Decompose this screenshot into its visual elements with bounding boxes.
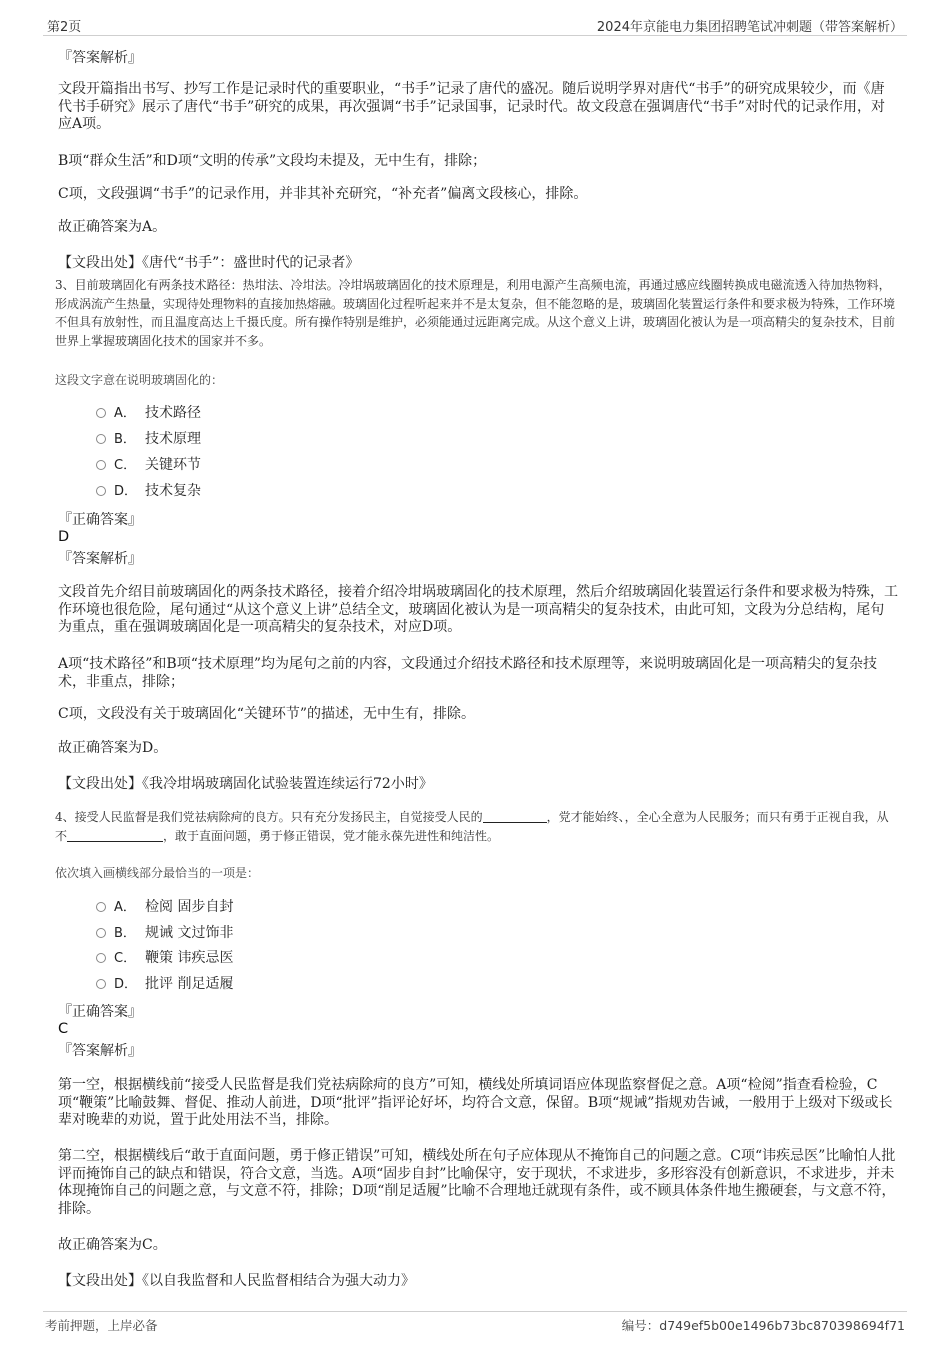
q4-analysis-p1: 第一空，根据横线前“接受人民监督是我们党祛病除疴的良方”可知，横线处所填词语应体现监察督促之意。A项“检阅”指查看检验，C项“鞭策”比喻鼓舞、督促、推动人前进，D项“批评”指评论好坏，均符合文意，保留。B项“规诫”指规劝告诫，一般用于上级对下级或长辈对晚辈的劝说，置于此处用法不当，排除。: [58, 1077, 893, 1128]
q2-analysis-p3: C项，文段强调“书手”的记录作用，并非其补充研究，“补充者”偏离文段核心，排除。: [58, 186, 588, 202]
page-header: [43, 14, 907, 36]
q2-analysis-p2: B项“群众生活”和D项“文明的传承”文段均未提及，无中生有，排除；: [58, 153, 487, 169]
q3-analysis-p3: C项，文段没有关于玻璃固化“关键环节”的描述，无中生有，排除。: [58, 706, 476, 722]
radio-icon[interactable]: [96, 953, 106, 963]
fill-blank-1[interactable]: [483, 811, 547, 823]
q4-analysis-tag: 『答案解析』: [58, 1043, 142, 1059]
q3-correct-answer: D: [58, 529, 70, 545]
q3-option-b[interactable]: B． 技术原理: [96, 430, 201, 448]
q3-correct-tag: 『正确答案』: [58, 512, 142, 528]
q4-correct-answer: C: [58, 1021, 69, 1037]
q2-analysis-conclusion: 故正确答案为A。: [58, 219, 167, 235]
q3-analysis-p2: A项“技术路径”和B项“技术原理”均为尾句之前的内容，文段通过介绍技术路径和技术原理等，来说明玻璃固化是一项高精尖的复杂技术，非重点，排除；: [58, 656, 878, 690]
radio-icon[interactable]: [96, 486, 106, 496]
document-title: 2024年京能电力集团招聘笔试冲刺题（带答案解析）: [596, 20, 903, 35]
q3-analysis-p1: 文段首先介绍目前玻璃固化的两条技术路径，接着介绍冷坩埚玻璃固化的技术原理，然后介绍玻璃固化装置运行条件和要求极为特殊，工作环境也很危险，尾句通过“从这个意义上讲”总结全文，玻璃固化被认为是一项高精尖的复杂技术，由此可知，文段为分总结构，尾句为重点，重在强调玻璃固化是一项高精尖的复杂技术，对应D项。: [58, 584, 898, 635]
footer-slogan: 考前押题，上岸必备: [45, 1318, 158, 1333]
q3-option-a[interactable]: A． 技术路径: [96, 404, 201, 422]
q3-option-c[interactable]: C． 关键环节: [96, 456, 201, 474]
radio-icon[interactable]: [96, 408, 106, 418]
q3-question-text: 3、目前玻璃固化有两条技术路径：热坩法、冷坩法。冷坩埚玻璃固化的技术原理是，利用电源产生高频电流，再通过感应线圈转换成电磁流透入待加热物料，形成涡流产生热量，实现待处理物料的直接加热熔融。玻璃固化过程听起来并不是太复杂，但不能忽略的是，玻璃固化装置运行条件和要求极为特殊，工作环境不但具有放射性，而且温度高达上千摄氏度。所有操作特别是维护，必须能通过远距离完成。从这个意义上讲，玻璃固化被认为是一项高精尖的复杂技术，目前世界上掌握玻璃固化技术的国家并不多。: [55, 278, 896, 348]
document-code: 编号：d749ef5b00e1496b73bc870398694f71: [621, 1318, 905, 1333]
q3-analysis-conclusion: 故正确答案为D。: [58, 740, 168, 756]
q2-source: 【文段出处】《唐代“书手”：盛世时代的记录者》: [58, 255, 360, 271]
q4-analysis-p2: 第二空，根据横线后“敢于直面问题，勇于修正错误”可知，横线处所在句子应体现从不掩饰自己的问题之意。C项“讳疾忌医”比喻怕人批评而掩饰自己的缺点和错误，符合文意，当选。A项“固步自封”比喻保守，安于现状，不求进步，多形容没有创新意识，不求进步，并未体现掩饰自己的问题之意，与文意不符，排除；D项“削足适履”比喻不合理地迁就现有条件，或不顾具体条件地生搬硬套，与文意不符，排除。: [58, 1148, 896, 1217]
q3-option-d[interactable]: D． 技术复杂: [96, 482, 201, 500]
q4-option-c[interactable]: C． 鞭策 讳疾忌医: [96, 949, 233, 967]
fill-blank-2[interactable]: [67, 830, 163, 842]
q2-analysis-tag: 『答案解析』: [58, 50, 142, 66]
q4-option-d[interactable]: D． 批评 削足适履: [96, 975, 233, 993]
q4-correct-tag: 『正确答案』: [58, 1004, 142, 1020]
q3-prompt: 这段文字意在说明玻璃固化的：: [55, 373, 224, 387]
q2-analysis-p1: 文段开篇指出书写、抄写工作是记录时代的重要职业，“书手”记录了唐代的盛况。随后说明学界对唐代“书手”的研究成果较少，而《唐代书手研究》展示了唐代“书手”研究的成果，再次强调“书手”记录国事，记录时代。故文段意在强调唐代“书手”对时代的记录作用，对应A项。: [58, 81, 885, 132]
q4-question-text: 4、接受人民监督是我们党祛病除疴的良方。只有充分发扬民主，自觉接受人民的 ，党才能始终、，全心全意为人民服务；而只有勇于正视自我，从不 ，敢于直面问题，勇于修正错误，党才能永葆先进性和纯洁性。: [55, 810, 889, 843]
radio-icon[interactable]: [96, 979, 106, 989]
q4-option-a[interactable]: A． 检阅 固步自封: [96, 898, 233, 916]
q4-prompt: 依次填入画横线部分最恰当的一项是：: [55, 866, 260, 880]
q4-option-b[interactable]: B． 规诫 文过饰非: [96, 924, 233, 942]
q4-analysis-conclusion: 故正确答案为C。: [58, 1237, 167, 1253]
page-number: 第2页: [47, 20, 82, 35]
q3-source: 【文段出处】《我冷坩埚玻璃固化试验装置连续运行72小时》: [58, 776, 433, 792]
page-footer: [43, 1311, 907, 1333]
radio-icon[interactable]: [96, 928, 106, 938]
q3-analysis-tag: 『答案解析』: [58, 551, 142, 567]
q4-source: 【文段出处】《以自我监督和人民监督相结合为强大动力》: [58, 1273, 415, 1289]
radio-icon[interactable]: [96, 902, 106, 912]
radio-icon[interactable]: [96, 434, 106, 444]
radio-icon[interactable]: [96, 460, 106, 470]
